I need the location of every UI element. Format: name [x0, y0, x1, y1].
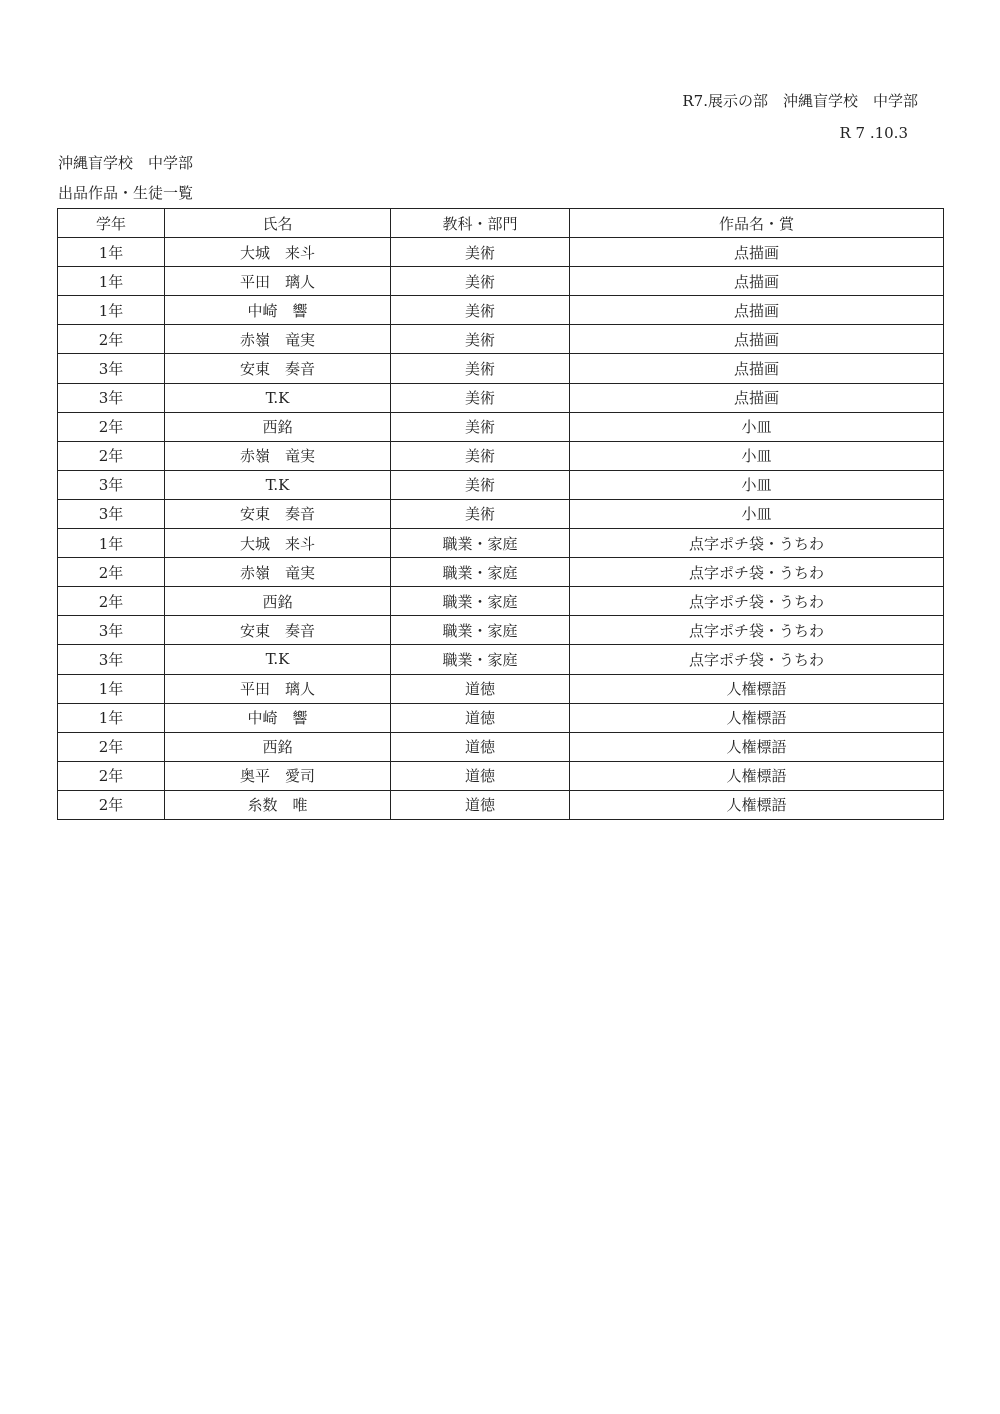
column-header-grade: 学年 — [58, 209, 165, 238]
subject-cell: 美術 — [391, 499, 570, 528]
work-title-cell: 小皿 — [570, 499, 944, 528]
student-name-cell: 赤嶺 竜実 — [165, 558, 391, 587]
table-row — [58, 587, 944, 616]
grade-cell: 3年 — [58, 616, 165, 645]
table-row — [58, 674, 944, 703]
work-title-cell: 点字ポチ袋・うちわ — [570, 587, 944, 616]
student-name-cell: 奥平 愛司 — [165, 761, 391, 790]
table-row — [58, 383, 944, 412]
document-date: R 7 .10.3 — [839, 124, 908, 142]
grade-cell: 1年 — [58, 674, 165, 703]
work-title-cell: 点描画 — [570, 354, 944, 383]
work-title-cell: 人権標語 — [570, 761, 944, 790]
column-header-name: 氏名 — [165, 209, 391, 238]
table-body — [58, 238, 944, 820]
student-works-table — [57, 208, 944, 820]
student-name-cell: 糸数 唯 — [165, 790, 391, 819]
table-row — [58, 238, 944, 267]
event-heading: R7.展示の部 沖縄盲学校 中学部 — [682, 92, 918, 110]
subject-cell: 職業・家庭 — [391, 587, 570, 616]
table-row — [58, 761, 944, 790]
subject-cell: 道徳 — [391, 761, 570, 790]
student-name-cell: 西銘 — [165, 732, 391, 761]
student-name-cell: 西銘 — [165, 587, 391, 616]
grade-cell: 1年 — [58, 238, 165, 267]
column-header-work: 作品名・賞 — [570, 209, 944, 238]
subject-cell: 道徳 — [391, 674, 570, 703]
school-name: 沖縄盲学校 中学部 — [58, 154, 194, 172]
student-name-cell: T.K — [165, 645, 391, 674]
table-row — [58, 790, 944, 819]
subject-cell: 美術 — [391, 325, 570, 354]
grade-cell: 2年 — [58, 790, 165, 819]
grade-cell: 2年 — [58, 441, 165, 470]
table-row — [58, 529, 944, 558]
work-title-cell: 人権標語 — [570, 703, 944, 732]
subject-cell: 美術 — [391, 354, 570, 383]
grade-cell: 3年 — [58, 499, 165, 528]
table-row — [58, 296, 944, 325]
grade-cell: 2年 — [58, 412, 165, 441]
work-title-cell: 点字ポチ袋・うちわ — [570, 616, 944, 645]
grade-cell: 2年 — [58, 587, 165, 616]
grade-cell: 1年 — [58, 296, 165, 325]
student-name-cell: 西銘 — [165, 412, 391, 441]
work-title-cell: 小皿 — [570, 412, 944, 441]
table-row — [58, 470, 944, 499]
student-name-cell: 中崎 響 — [165, 296, 391, 325]
subject-cell: 美術 — [391, 383, 570, 412]
subject-cell: 美術 — [391, 412, 570, 441]
work-title-cell: 点描画 — [570, 296, 944, 325]
grade-cell: 3年 — [58, 354, 165, 383]
grade-cell: 2年 — [58, 325, 165, 354]
subject-cell: 美術 — [391, 238, 570, 267]
list-title: 出品作品・生徒一覧 — [58, 184, 194, 202]
subject-cell: 道徳 — [391, 703, 570, 732]
student-name-cell: T.K — [165, 470, 391, 499]
grade-cell: 3年 — [58, 645, 165, 674]
table-row — [58, 645, 944, 674]
table-row — [58, 616, 944, 645]
grade-cell: 3年 — [58, 383, 165, 412]
student-name-cell: 赤嶺 竜実 — [165, 325, 391, 354]
work-title-cell: 点描画 — [570, 238, 944, 267]
student-name-cell: 中崎 響 — [165, 703, 391, 732]
work-title-cell: 人権標語 — [570, 674, 944, 703]
table-row — [58, 412, 944, 441]
table-row — [58, 732, 944, 761]
subject-cell: 職業・家庭 — [391, 558, 570, 587]
subject-cell: 職業・家庭 — [391, 529, 570, 558]
grade-cell: 3年 — [58, 470, 165, 499]
subject-cell: 美術 — [391, 267, 570, 296]
student-name-cell: 安東 奏音 — [165, 616, 391, 645]
student-name-cell: 赤嶺 竜実 — [165, 441, 391, 470]
table-header-row — [58, 209, 944, 238]
table-row — [58, 703, 944, 732]
grade-cell: 1年 — [58, 267, 165, 296]
student-name-cell: 大城 来斗 — [165, 529, 391, 558]
subject-cell: 美術 — [391, 441, 570, 470]
student-name-cell: 大城 来斗 — [165, 238, 391, 267]
work-title-cell: 点描画 — [570, 325, 944, 354]
work-title-cell: 点描画 — [570, 267, 944, 296]
subject-cell: 職業・家庭 — [391, 645, 570, 674]
table-row — [58, 354, 944, 383]
work-title-cell: 小皿 — [570, 441, 944, 470]
work-title-cell: 小皿 — [570, 470, 944, 499]
grade-cell: 2年 — [58, 558, 165, 587]
grade-cell: 1年 — [58, 529, 165, 558]
subject-cell: 美術 — [391, 296, 570, 325]
work-title-cell: 点描画 — [570, 383, 944, 412]
work-title-cell: 点字ポチ袋・うちわ — [570, 529, 944, 558]
work-title-cell: 人権標語 — [570, 790, 944, 819]
student-name-cell: 安東 奏音 — [165, 354, 391, 383]
student-name-cell: 平田 璃人 — [165, 674, 391, 703]
work-title-cell: 点字ポチ袋・うちわ — [570, 558, 944, 587]
student-name-cell: 安東 奏音 — [165, 499, 391, 528]
subject-cell: 道徳 — [391, 732, 570, 761]
subject-cell: 道徳 — [391, 790, 570, 819]
table-row — [58, 267, 944, 296]
work-title-cell: 点字ポチ袋・うちわ — [570, 645, 944, 674]
column-header-subject: 教科・部門 — [391, 209, 570, 238]
grade-cell: 1年 — [58, 703, 165, 732]
grade-cell: 2年 — [58, 761, 165, 790]
subject-cell: 美術 — [391, 470, 570, 499]
table-row — [58, 499, 944, 528]
table-row — [58, 558, 944, 587]
student-name-cell: 平田 璃人 — [165, 267, 391, 296]
grade-cell: 2年 — [58, 732, 165, 761]
table-row — [58, 441, 944, 470]
table-row — [58, 325, 944, 354]
work-title-cell: 人権標語 — [570, 732, 944, 761]
subject-cell: 職業・家庭 — [391, 616, 570, 645]
student-name-cell: T.K — [165, 383, 391, 412]
